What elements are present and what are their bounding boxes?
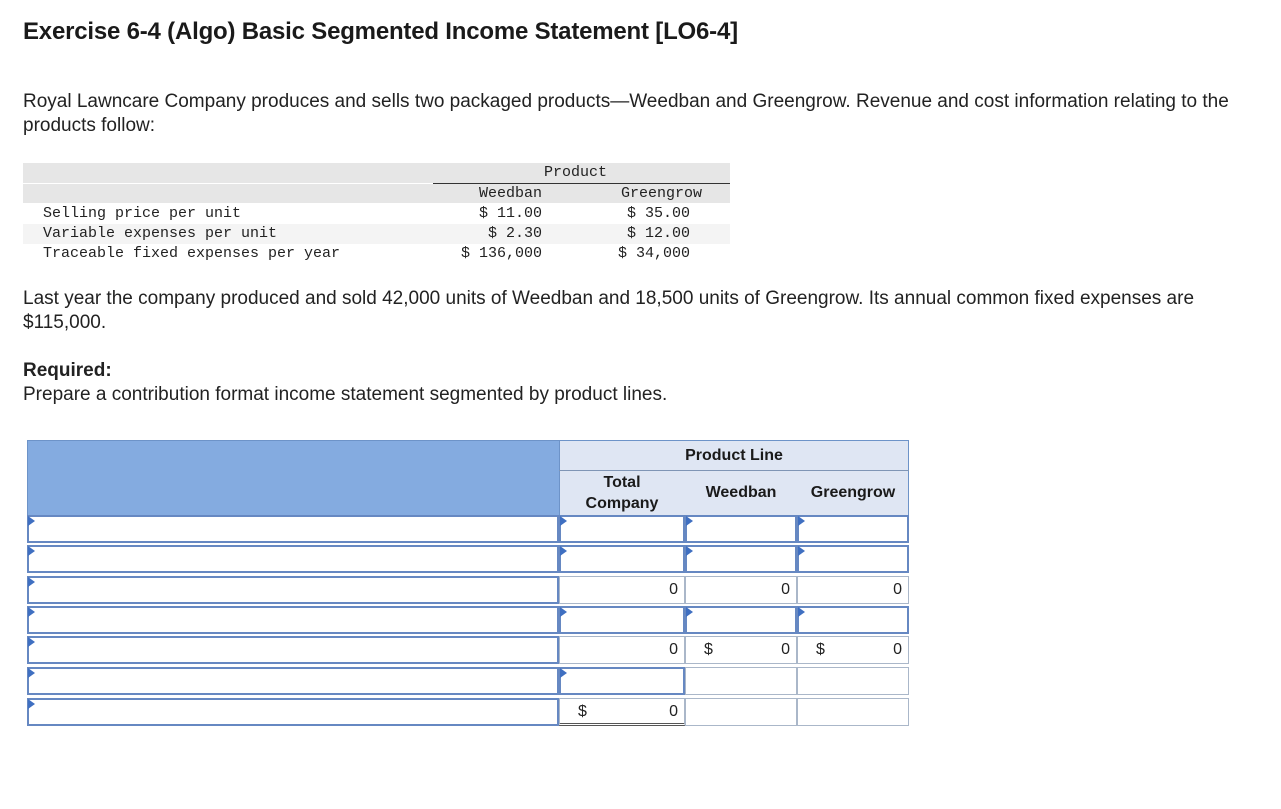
info-row-greengrow: $ 34,000 — [617, 245, 690, 262]
empty-cell — [685, 667, 797, 695]
weedban-input[interactable] — [685, 545, 797, 573]
weedban-value — [685, 636, 797, 664]
col-header-weedban: Weedban — [478, 185, 542, 202]
info-row-label: Traceable fixed expenses per year — [43, 245, 341, 262]
total-input[interactable] — [559, 606, 685, 634]
row-label-input[interactable] — [27, 606, 559, 634]
col-header-greengrow: Greengrow — [620, 185, 702, 202]
weedban-input[interactable] — [685, 606, 797, 634]
greengrow-value-text: 0 — [893, 581, 902, 598]
row-label-input[interactable] — [27, 515, 559, 543]
row-label-input[interactable] — [27, 576, 559, 604]
info-row — [23, 204, 730, 224]
total-value-text: 0 — [669, 641, 678, 658]
greengrow-value-text: 0 — [893, 641, 902, 658]
required-label: Required: — [23, 360, 112, 381]
info-row — [23, 224, 730, 244]
greengrow-header: Greengrow — [810, 484, 896, 501]
row-label-input[interactable] — [27, 636, 559, 664]
info-row-weedban: $ 2.30 — [487, 225, 542, 242]
row-label-input[interactable] — [27, 667, 559, 695]
total-value — [559, 636, 685, 664]
info-header-row — [23, 163, 730, 183]
greengrow-input[interactable] — [797, 606, 909, 634]
weedban-value-text: 0 — [781, 581, 790, 598]
info-row-label: Selling price per unit — [43, 205, 242, 222]
info-row-label: Variable expenses per unit — [43, 225, 278, 242]
empty-cell — [685, 698, 797, 726]
total-input[interactable] — [559, 545, 685, 573]
empty-cell — [797, 667, 909, 695]
intro-paragraph: Royal Lawncare Company produces and sells two packaged products—Weedban and Greengrow. Revenue and cost information relating to the products follow: — [23, 91, 1229, 136]
product-group-header: Product — [544, 164, 608, 181]
greengrow-input[interactable] — [797, 545, 909, 573]
product-line-header: Product Line — [685, 447, 783, 464]
total-company-header: Total Company — [585, 474, 659, 512]
page-title: Exercise 6-4 (Algo) Basic Segmented Income Statement [LO6-4] — [23, 18, 738, 45]
greengrow-value — [797, 576, 909, 604]
header-divider — [559, 470, 909, 471]
greengrow-input[interactable] — [797, 515, 909, 543]
weedban-value-text: 0 — [781, 641, 790, 658]
weedban-header: Weedban — [705, 484, 777, 501]
dollar-sign: $ — [704, 641, 713, 658]
total-value — [559, 698, 685, 726]
total-value-text: 0 — [669, 581, 678, 598]
total-input[interactable] — [559, 667, 685, 695]
last-year-paragraph: Last year the company produced and sold 42,000 units of Weedban and 18,500 units of Greengrow. Its annual common fixed expenses are $115,000. — [23, 288, 1195, 333]
row-label-input[interactable] — [27, 545, 559, 573]
required-text: Prepare a contribution format income statement segmented by product lines. — [23, 384, 668, 405]
total-input[interactable] — [559, 515, 685, 543]
weedban-value — [685, 576, 797, 604]
info-row-weedban: $ 136,000 — [460, 245, 542, 262]
total-value — [559, 576, 685, 604]
dollar-sign: $ — [578, 703, 587, 720]
income-statement-worksheet — [27, 440, 909, 730]
info-row-greengrow: $ 35.00 — [626, 205, 690, 222]
dollar-sign: $ — [816, 641, 825, 658]
info-row-greengrow: $ 12.00 — [626, 225, 690, 242]
info-row-weedban: $ 11.00 — [478, 205, 542, 222]
greengrow-value — [797, 636, 909, 664]
weedban-input[interactable] — [685, 515, 797, 543]
total-value-text: 0 — [669, 703, 678, 720]
row-label-input[interactable] — [27, 698, 559, 726]
empty-cell — [797, 698, 909, 726]
info-row — [23, 244, 730, 264]
info-col-header-row — [23, 184, 730, 203]
